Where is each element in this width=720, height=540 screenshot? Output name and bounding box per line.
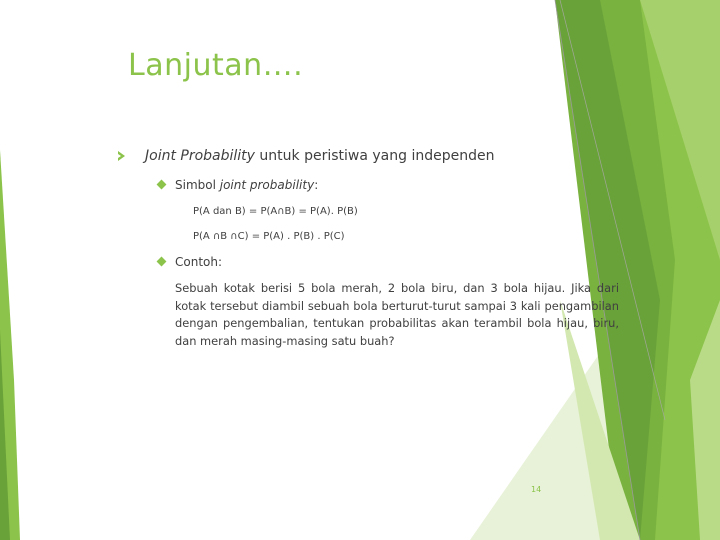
bullet-italic-text: Joint Probability: [145, 148, 255, 164]
arrow-bullet-icon: [118, 151, 125, 161]
formula-three-events: P(A ∩B ∩C) = P(A) . P(B) . P(C): [193, 231, 345, 242]
bullet-joint-probability: [145, 148, 494, 164]
example-paragraph: Sebuah kotak berisi 5 bola merah, 2 bola biru, dan 3 bola hijau. Jika dari kotak tersebut diambil sebuah bola berturut-turut sampai 3 kali pengambilan dengan pengembalian, tentukan probabilitas akan terambil bola hijau, biru, dan merah masing-masing satu buah?: [175, 281, 619, 348]
slide-title: Lanjutan….: [128, 48, 304, 83]
sub-bullet-italic: joint probability: [219, 178, 315, 192]
sub-bullet-prefix: Simbol: [175, 178, 220, 192]
formula-two-events: P(A dan B) = P(A∩B) = P(A). P(B): [193, 206, 358, 217]
sub-bullet-symbol: [175, 178, 318, 192]
page-number: 14: [531, 485, 542, 494]
sub-bullet-example: Contoh:: [175, 255, 223, 269]
bullet-text: untuk peristiwa yang independen: [254, 148, 495, 164]
sub-bullet-suffix: :: [314, 178, 319, 192]
